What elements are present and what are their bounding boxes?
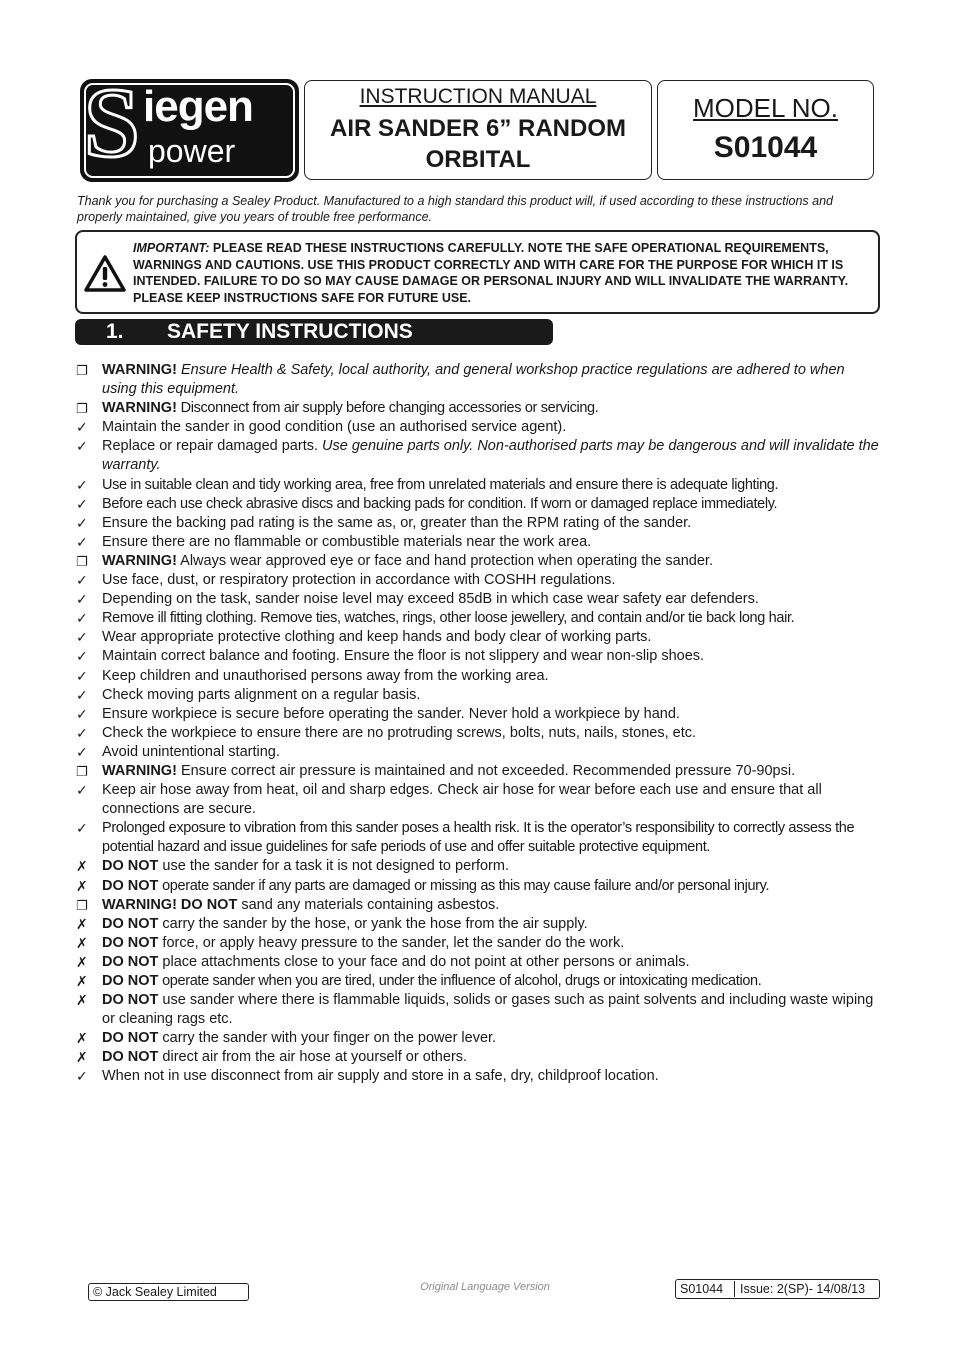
important-notice xyxy=(75,230,880,314)
check-icon: ✓ xyxy=(76,514,88,531)
intro-text: Thank you for purchasing a Sealey Product. Manufactured to a high standard this product will, if used according to these instructions and properly maintained, give you years of trouble free performance. xyxy=(77,194,833,224)
list-item: ❐ WARNING! Always wear approved eye or face and hand protection when operating the sander. xyxy=(75,552,881,571)
logo-wordmark-top: iegen xyxy=(143,82,253,131)
list-item: ✓ Avoid unintentional starting. xyxy=(75,743,881,762)
check-icon: ✓ xyxy=(76,495,88,512)
copyright-notice: © Jack Sealey Limited xyxy=(88,1283,249,1301)
safety-instructions-list xyxy=(75,361,881,1087)
manual-label: INSTRUCTION MANUAL xyxy=(359,85,597,108)
issue-text: Issue: 2(SP)- 14/08/13 xyxy=(740,1282,866,1296)
list-item: ✗ DO NOT use the sander for a task it is not designed to perform. xyxy=(75,857,881,876)
list-item: ✓ Before each use check abrasive discs and backing pads for condition. If worn or damaged replace immediately. xyxy=(75,495,881,514)
warning-box-icon: ❐ xyxy=(76,763,88,779)
list-item: ✗ DO NOT direct air from the air hose at yourself or others. xyxy=(75,1048,881,1067)
check-icon: ✓ xyxy=(76,438,88,455)
list-item: ✓ Remove ill fitting clothing. Remove ties, watches, rings, other loose jewellery, and contain and/or tie back long hair. xyxy=(75,609,881,628)
warning-triangle-icon xyxy=(83,254,127,294)
list-item: ✓ Keep air hose away from heat, oil and sharp edges. Check air hose for wear before each use and ensure that all connections are secure. xyxy=(76,782,822,818)
check-icon: ✓ xyxy=(76,686,88,703)
list-item: ✗ DO NOT force, or apply heavy pressure to the sander, let the sander do the work. xyxy=(75,934,881,953)
check-icon: ✓ xyxy=(76,782,88,799)
title-box xyxy=(304,80,652,180)
product-title: AIR SANDER 6” RANDOM ORBITAL xyxy=(329,115,626,173)
check-icon: ✓ xyxy=(76,1068,88,1085)
issue-model: S01044 xyxy=(680,1282,724,1296)
warning-box-icon: ❐ xyxy=(76,401,88,417)
cross-icon: ✗ xyxy=(76,934,88,951)
list-item: ❐ WARNING! Disconnect from air supply before changing accessories or servicing. xyxy=(75,399,881,418)
model-label: MODEL NO. xyxy=(693,93,838,123)
logo-wordmark-bottom: power xyxy=(148,133,236,169)
list-item: ✗ DO NOT carry the sander with your finger on the power lever. xyxy=(75,1029,881,1048)
list-item: ❐ WARNING! Ensure correct air pressure is maintained and not exceeded. Recommended pressure 70-90psi. xyxy=(75,762,881,781)
original-language-note: Original Language Version xyxy=(420,1281,550,1293)
list-item: ✓ Keep children and unauthorised persons away from the working area. xyxy=(75,667,881,686)
check-icon: ✓ xyxy=(76,610,88,627)
list-item: ✓ Maintain the sander in good condition (use an authorised service agent). xyxy=(75,418,881,437)
section-number: 1. xyxy=(106,320,124,343)
issue-box xyxy=(675,1279,880,1299)
list-item: ✓ Ensure there are no flammable or combustible materials near the work area. xyxy=(75,533,881,552)
list-item: ✓ Prolonged exposure to vibration from this sander poses a health risk. It is the operator’s responsibility to correctly assess the potential hazard and issue guidelines for safe periods of use and offer suitable protective equipment. xyxy=(76,820,855,856)
list-item: ❐ WARNING! Ensure Health & Safety, local authority, and general workshop practice regulations are adhered to when using this equipment. xyxy=(76,362,845,398)
list-item: ✓ Use face, dust, or respiratory protection in accordance with COSHH regulations. xyxy=(75,571,881,590)
check-icon: ✓ xyxy=(76,705,88,722)
cross-icon: ✗ xyxy=(76,858,88,875)
check-icon: ✓ xyxy=(76,572,88,589)
important-body: PLEASE READ THESE INSTRUCTIONS CAREFULLY. NOTE THE SAFE OPERATIONAL REQUIREMENTS, WARNINGS AND CAUTIONS. USE THIS PRODUCT CORRECTLY AND WITH CARE FOR THE PURPOSE FOR WHICH IT IS INTENDED. FAILURE TO DO SO MAY CAUSE DAMAGE OR PERSONAL INJURY AND WILL INVALIDATE THE WARRANTY. PLEASE KEEP INSTRUCTIONS SAFE FOR FUTURE USE. xyxy=(133,241,849,305)
check-icon: ✓ xyxy=(76,591,88,608)
list-item: ✗ DO NOT operate sander when you are tired, under the influence of alcohol, drugs or intoxicating medication. xyxy=(75,972,881,991)
cross-icon: ✗ xyxy=(76,973,88,989)
list-item: ✓ When not in use disconnect from air supply and store in a safe, dry, childproof location. xyxy=(75,1067,881,1086)
list-item: ✓ Wear appropriate protective clothing and keep hands and body clear of working parts. xyxy=(75,628,881,647)
brand-logo xyxy=(80,67,299,182)
check-icon: ✓ xyxy=(76,724,88,741)
check-icon: ✓ xyxy=(76,476,88,493)
list-item: ✓ Depending on the task, sander noise level may exceed 85dB in which case wear safety ear defenders. xyxy=(75,590,881,609)
cross-icon: ✗ xyxy=(76,1049,88,1066)
issue-divider xyxy=(734,1281,735,1297)
list-item: ✗ DO NOT use sander where there is flammable liquids, solids or gases such as paint solvents and including waste wiping or cleaning rags etc. xyxy=(76,992,874,1028)
list-item: ✓ Replace or repair damaged parts. Use genuine parts only. Non-authorised parts may be dangerous and will invalidate the warranty. xyxy=(76,438,879,474)
check-icon: ✓ xyxy=(76,419,88,436)
list-item: ✓ Ensure workpiece is secure before operating the sander. Never hold a workpiece by hand. xyxy=(75,705,881,724)
warning-box-icon: ❐ xyxy=(76,363,88,378)
check-icon: ✓ xyxy=(76,743,88,760)
cross-icon: ✗ xyxy=(76,953,88,970)
model-number: S01044 xyxy=(713,131,818,164)
warning-box-icon: ❐ xyxy=(76,897,88,913)
list-item: ✓ Check the workpiece to ensure there are no protruding screws, bolts, nuts, nails, stones, etc. xyxy=(75,724,881,743)
cross-icon: ✗ xyxy=(76,915,88,932)
cross-icon: ✗ xyxy=(76,992,88,1009)
section-title: SAFETY INSTRUCTIONS xyxy=(167,320,413,343)
list-item: ✓ Check moving parts alignment on a regular basis. xyxy=(75,686,881,705)
list-item: ❐ WARNING! DO NOT sand any materials containing asbestos. xyxy=(75,896,881,915)
check-icon: ✓ xyxy=(76,667,88,684)
list-item: ✓ Use in suitable clean and tidy working area, free from unrelated materials and ensure there is adequate lighting. xyxy=(75,476,881,495)
important-lead: IMPORTANT: xyxy=(133,241,210,255)
cross-icon: ✗ xyxy=(76,1030,88,1047)
list-item: ✗ DO NOT place attachments close to your face and do not point at other persons or animals. xyxy=(75,953,881,972)
check-icon: ✓ xyxy=(76,820,88,837)
list-item: ✓ Ensure the backing pad rating is the same as, or, greater than the RPM rating of the sander. xyxy=(75,514,881,533)
check-icon: ✓ xyxy=(76,648,88,665)
check-icon: ✓ xyxy=(76,629,88,646)
list-item: ✗ DO NOT carry the sander by the hose, or yank the hose from the air supply. xyxy=(75,915,881,934)
list-item: ✗ DO NOT operate sander if any parts are damaged or missing as this may cause failure and/or personal injury. xyxy=(75,877,881,896)
cross-icon: ✗ xyxy=(76,877,88,894)
list-item: ✓ Maintain correct balance and footing. Ensure the floor is not slippery and wear non-slip shoes. xyxy=(75,647,881,666)
model-box xyxy=(657,80,874,180)
warning-box-icon: ❐ xyxy=(76,553,88,569)
check-icon: ✓ xyxy=(76,533,88,550)
important-text xyxy=(133,240,870,306)
logo-mark: S xyxy=(84,67,140,178)
section-heading xyxy=(75,319,553,345)
